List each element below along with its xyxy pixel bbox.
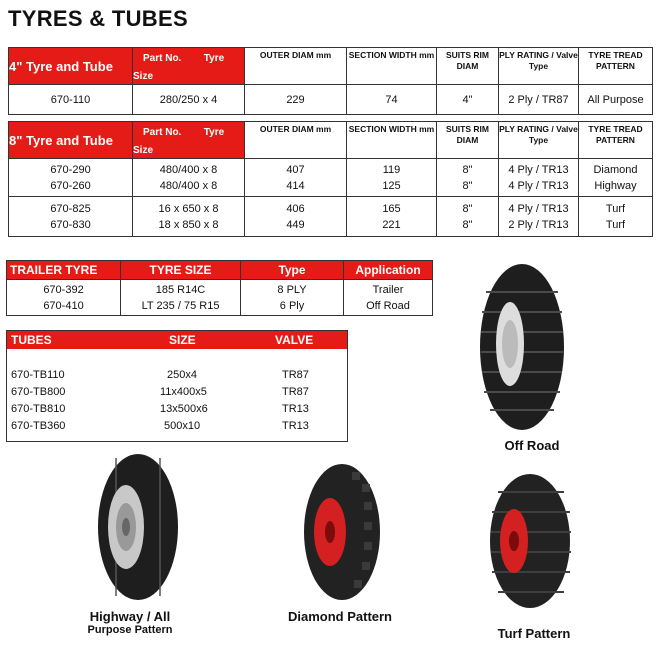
col-tyre-size: TYRE SIZE [121,261,241,280]
cell-ply: 2 Ply / TR87 [499,85,579,115]
cell-size: 185 R14C LT 235 / 75 R15 [121,280,241,316]
cell-part: 670-392 670-410 [7,280,121,316]
table-8in-tyre [8,121,653,237]
cell-rim: 4" [437,85,499,115]
cell-rim: 8" 8" [437,159,499,197]
part-no-label: Part No. [143,127,182,138]
cell-part: 670-TB110 [11,369,65,381]
page-title: TYRES & TUBES [8,6,188,31]
cell-outer: 229 [245,85,347,115]
cell-width: 119 125 [347,159,437,197]
table-row [7,280,433,316]
table-row-group [9,197,653,237]
cell-size: 11x400x5 [160,386,207,398]
table-name: 8" Tyre and Tube [9,122,133,159]
cell-outer: 407 414 [245,159,347,197]
cell-pattern: Diamond Highway [579,159,653,197]
table-row [7,369,347,385]
table-row [7,386,347,402]
table-row [7,403,347,419]
trailer-tyre-table [6,260,433,316]
off-road-tyre-image [478,262,566,432]
tyre-size-label: Tyre Size [133,53,225,82]
col-size: SIZE [169,333,196,347]
diamond-tyre-image [302,462,382,602]
col-section-width: SECTION WIDTH mm [347,122,437,159]
cell-rim: 8" 8" [437,197,499,237]
cell-valve: TR87 [282,369,309,381]
table-header-row [7,261,433,280]
col-tubes: TUBES [11,333,52,347]
col-outer-diam: OUTER DIAM mm [245,48,347,85]
caption-highway: Highway / All Purpose Pattern [87,609,173,636]
col-ply-rating: PLY RATING / Valve Type [499,122,579,159]
cell-part: 670-TB810 [11,403,66,415]
col-section-width: SECTION WIDTH mm [347,48,437,85]
tyre-size-label: Tyre Size [133,127,225,156]
cell-size: 250x4 [167,369,197,381]
col-type: Type [241,261,344,280]
cell-size: 500x10 [164,420,201,432]
cell-part: 670-825 670-830 [9,197,133,237]
col-ply-rating: PLY RATING / Valve Type [499,48,579,85]
table-4in-tyre [8,47,653,115]
cell-size: 280/250 x 4 [133,85,245,115]
part-no-label: Part No. [143,53,182,64]
col-rim-diam: SUITS RIM DIAM [437,48,499,85]
cell-ply: 4 Ply / TR13 2 Ply / TR13 [499,197,579,237]
cell-part: 670-290 670-260 [9,159,133,197]
table-header-row [9,48,653,85]
cell-size: 13x500x6 [160,403,208,415]
cell-valve: TR13 [282,403,309,415]
cell-width: 165 221 [347,197,437,237]
col-application: Application [344,261,433,280]
table-header-row [7,331,347,349]
highway-tyre-image [96,452,180,602]
table-row [9,85,653,115]
caption-off-road: Off Road [504,438,560,453]
part-size-header [133,48,245,85]
cell-size: 16 x 650 x 8 18 x 850 x 8 [133,197,245,237]
col-tread-pattern: TYRE TREAD PATTERN [579,48,653,85]
table-row-group [9,159,653,197]
cell-pattern: All Purpose [579,85,653,115]
col-tread-pattern: TYRE TREAD PATTERN [579,122,653,159]
caption-diamond: Diamond Pattern [287,609,392,624]
cell-size: 480/400 x 8 480/400 x 8 [133,159,245,197]
table-row [7,420,347,436]
part-size-header [133,122,245,159]
cell-valve: TR13 [282,420,309,432]
table-name: 4" Tyre and Tube [9,48,133,85]
col-outer-diam: OUTER DIAM mm [245,122,347,159]
cell-width: 74 [347,85,437,115]
cell-part: 670-TB360 [11,420,66,432]
cell-application: Trailer Off Road [366,283,410,312]
turf-tyre-image [488,472,572,610]
caption-turf: Turf Pattern [497,626,571,641]
cell-part: 670-110 [9,85,133,115]
cell-type: 8 PLY 6 Ply [241,280,344,316]
tubes-table [6,330,348,442]
cell-pattern: Turf Turf [579,197,653,237]
cell-outer: 406 449 [245,197,347,237]
col-rim-diam: SUITS RIM DIAM [437,122,499,159]
table-header-row [9,122,653,159]
cell-valve: TR87 [282,386,309,398]
col-trailer-tyre: TRAILER TYRE [7,261,121,280]
col-valve: VALVE [275,333,314,347]
cell-part: 670-TB800 [11,386,66,398]
cell-ply: 4 Ply / TR13 4 Ply / TR13 [499,159,579,197]
